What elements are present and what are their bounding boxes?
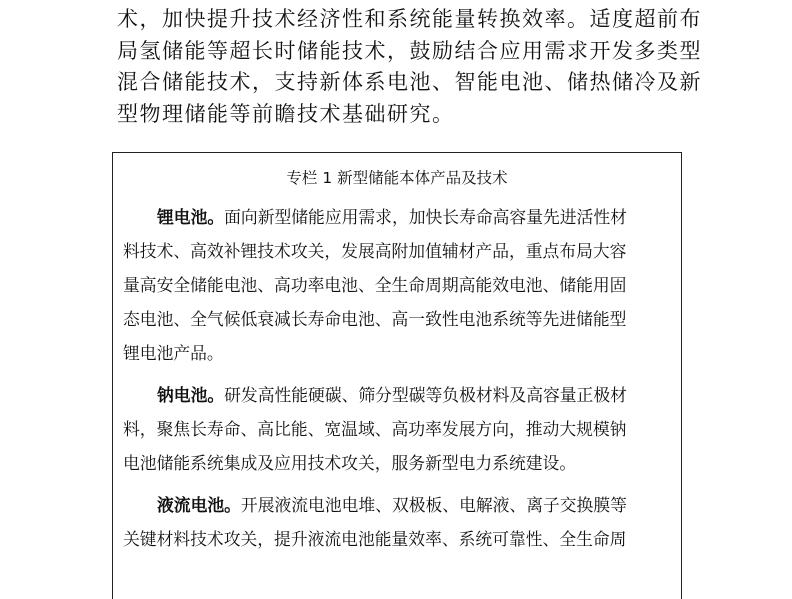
section-line: 量高安全储能电池、高功率电池、全生命周期高能效电池、储能用固	[123, 275, 627, 295]
section-line: 态电池、全气候低衰减长寿命电池、高一致性电池系统等先进储能型	[123, 309, 627, 329]
section-line: 关键材料技术攻关，提升液流电池能量效率、系统可靠性、全生命周	[123, 529, 627, 549]
section-gap	[123, 370, 675, 378]
box-title: 专栏 1 新型储能本体产品及技术	[286, 169, 508, 187]
section-line: 电池储能系统集成及应用技术攻关，服务新型电力系统建设。	[123, 453, 577, 473]
section-line: 锂电池产品。	[123, 343, 224, 363]
intro-line: 术，加快提升技术经济性和系统能量转换效率。适度超前布	[117, 7, 702, 31]
section-lithium	[123, 200, 675, 370]
section-line: 料，聚焦长寿命、高比能、宽温域、高功率发展方向，推动大规模钠	[123, 419, 627, 439]
sidebar-box	[112, 152, 682, 599]
intro-line: 混合储能技术，支持新体系电池、智能电池、储热储冷及新	[117, 70, 702, 94]
section-sodium	[123, 378, 675, 480]
section-line: 研发高性能硬碳、筛分型碳等负极材料及高容量正极材	[224, 385, 627, 405]
intro-line: 型物理储能等前瞻技术基础研究。	[117, 101, 455, 126]
section-heading: 液流电池。	[157, 495, 241, 515]
section-gap	[123, 480, 675, 488]
section-flow	[123, 488, 675, 556]
intro-line: 局氢储能等超长时储能技术，鼓励结合应用需求开发多类型	[117, 38, 702, 63]
section-line: 开展液流电池电堆、双极板、电解液、离子交换膜等	[240, 495, 627, 515]
section-line: 料技术、高效补锂技术攻关，发展高附加值辅材产品，重点布局大容	[123, 241, 627, 261]
section-heading: 钠电池。	[157, 385, 225, 405]
section-heading: 锂电池。	[157, 207, 225, 227]
intro-paragraph	[117, 4, 702, 130]
box-body	[123, 200, 675, 556]
section-line: 面向新型储能应用需求，加快长寿命高容量先进活性材	[224, 207, 627, 227]
